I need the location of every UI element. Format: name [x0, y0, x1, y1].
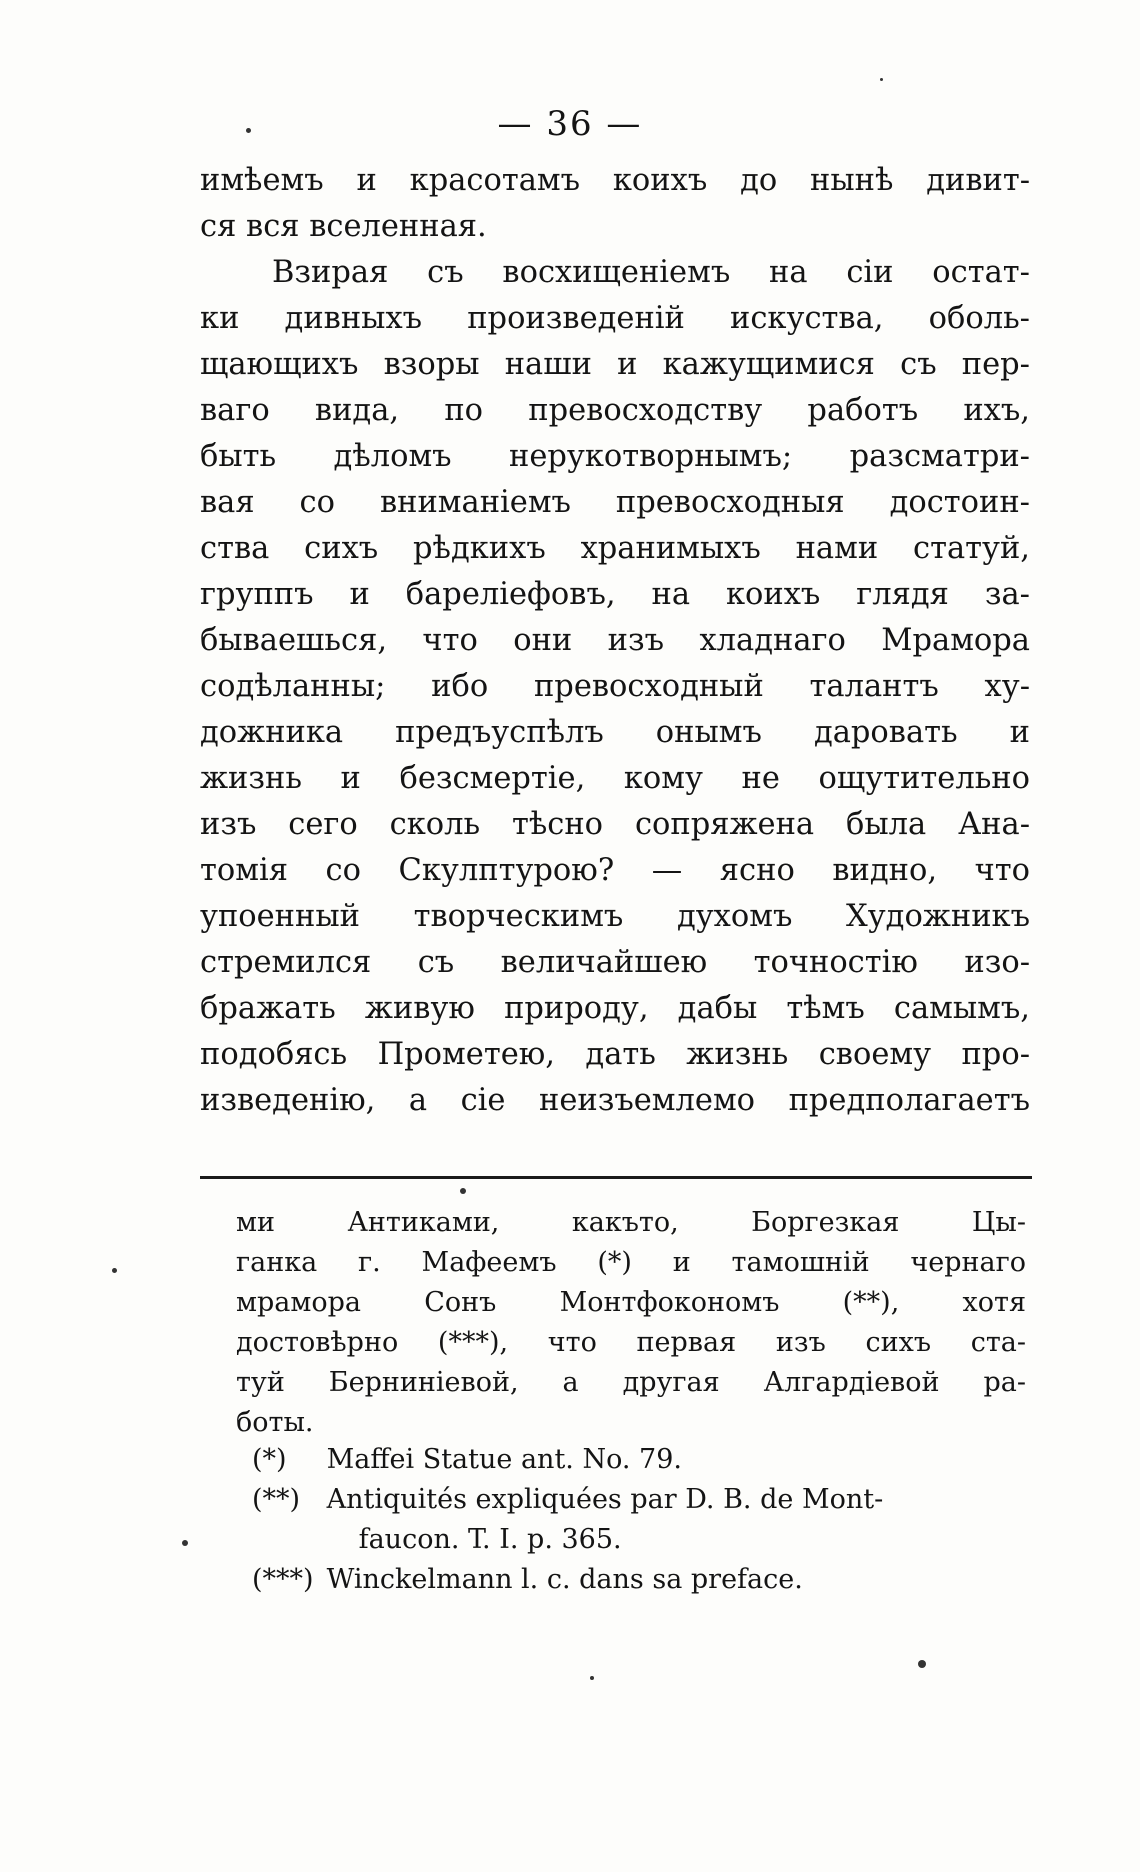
reference-text: Antiquités expliquées par D. B. de Mont- [326, 1484, 884, 1515]
footnote-line: мрамора Сонъ Монтфокономъ (**), хотя [236, 1287, 1026, 1318]
text-line: ся вся вселенная. [200, 209, 487, 244]
text-line: томія со Скулптурою? — ясно видно, что [200, 853, 1030, 888]
text-line: дожника предъуспѣлъ онымъ даровать и [200, 715, 1030, 750]
text-line: изведенію, а сіе неизъемлемо предполагаетъ [200, 1083, 1030, 1118]
scan-speck [460, 1188, 466, 1194]
footnote-line: ганка г. Мафеемъ (*) и тамошній чернаго [236, 1247, 1026, 1278]
text-line: имѣемъ и красотамъ коихъ до нынѣ дивит- [200, 163, 1030, 198]
text-line: бражать живую природу, дабы тѣмъ самымъ, [200, 991, 1030, 1026]
footnote-separator-rule [200, 1176, 1032, 1179]
text-line: стремился съ величайшею точностію изо- [200, 945, 1030, 980]
text-line: содѣланны; ибо превосходный талантъ ху- [200, 669, 1030, 704]
scan-speck [918, 1660, 926, 1668]
text-line: подобясь Прометею, дать жизнь своему про- [200, 1037, 1030, 1072]
scan-speck [590, 1676, 594, 1680]
footnote-text-block [236, 1203, 1026, 1443]
reference-text: Maffei Statue ant. No. 79. [326, 1444, 682, 1475]
text-line: упоенный творческимъ духомъ Художникъ [200, 899, 1030, 934]
scan-speck [880, 78, 883, 81]
reference-text: faucon. T. I. p. 365. [358, 1524, 622, 1555]
footnote-line: туй Берниніевой, а другая Алгардіевой ра- [236, 1367, 1026, 1398]
text-line: ства сихъ рѣдкихъ хранимыхъ нами статуй, [200, 531, 1030, 566]
reference-entry [252, 1440, 1042, 1480]
scan-speck [182, 1540, 188, 1546]
page-number: — 36 — [497, 104, 643, 144]
footnote-references [252, 1440, 1042, 1600]
text-line: быть дѣломъ нерукотворнымъ; разсматри- [200, 439, 1030, 474]
reference-text: Winckelmann l. c. dans sa preface. [326, 1564, 803, 1595]
reference-entry [252, 1520, 1042, 1560]
scan-speck [246, 128, 251, 133]
reference-marker: (*) [252, 1444, 287, 1475]
reference-entry [252, 1560, 1042, 1600]
footnote-line: ми Антиками, какъто, Боргезкая Цы- [236, 1207, 1026, 1238]
text-line: ваго вида, по превосходству работъ ихъ, [200, 393, 1030, 428]
text-line: вая со вниманіемъ превосходныя достоин- [200, 485, 1030, 520]
reference-marker: (**) [252, 1484, 301, 1515]
reference-marker: (***) [252, 1564, 314, 1595]
text-line: Взирая съ восхищеніемъ на сіи остат- [272, 255, 1030, 290]
text-line: ки дивныхъ произведеній искуства, оболь- [200, 301, 1030, 336]
text-line: бываешься, что они изъ хладнаго Мрамора [200, 623, 1030, 658]
footnote-line: достовѣрно (***), что первая изъ сихъ ста- [236, 1327, 1026, 1358]
text-line: жизнь и безсмертіе, кому не ощутительно [200, 761, 1030, 796]
footnote-line: боты. [236, 1407, 314, 1438]
reference-entry [252, 1480, 1042, 1520]
main-text-block [200, 158, 1030, 1124]
scan-speck [112, 1268, 117, 1273]
text-line: щающихъ взоры наши и кажущимися съ пер- [200, 347, 1030, 382]
text-line: изъ сего сколь тѣсно сопряжена была Ана- [200, 807, 1030, 842]
text-line: группъ и барелiефовъ, на коихъ глядя за- [200, 577, 1030, 612]
